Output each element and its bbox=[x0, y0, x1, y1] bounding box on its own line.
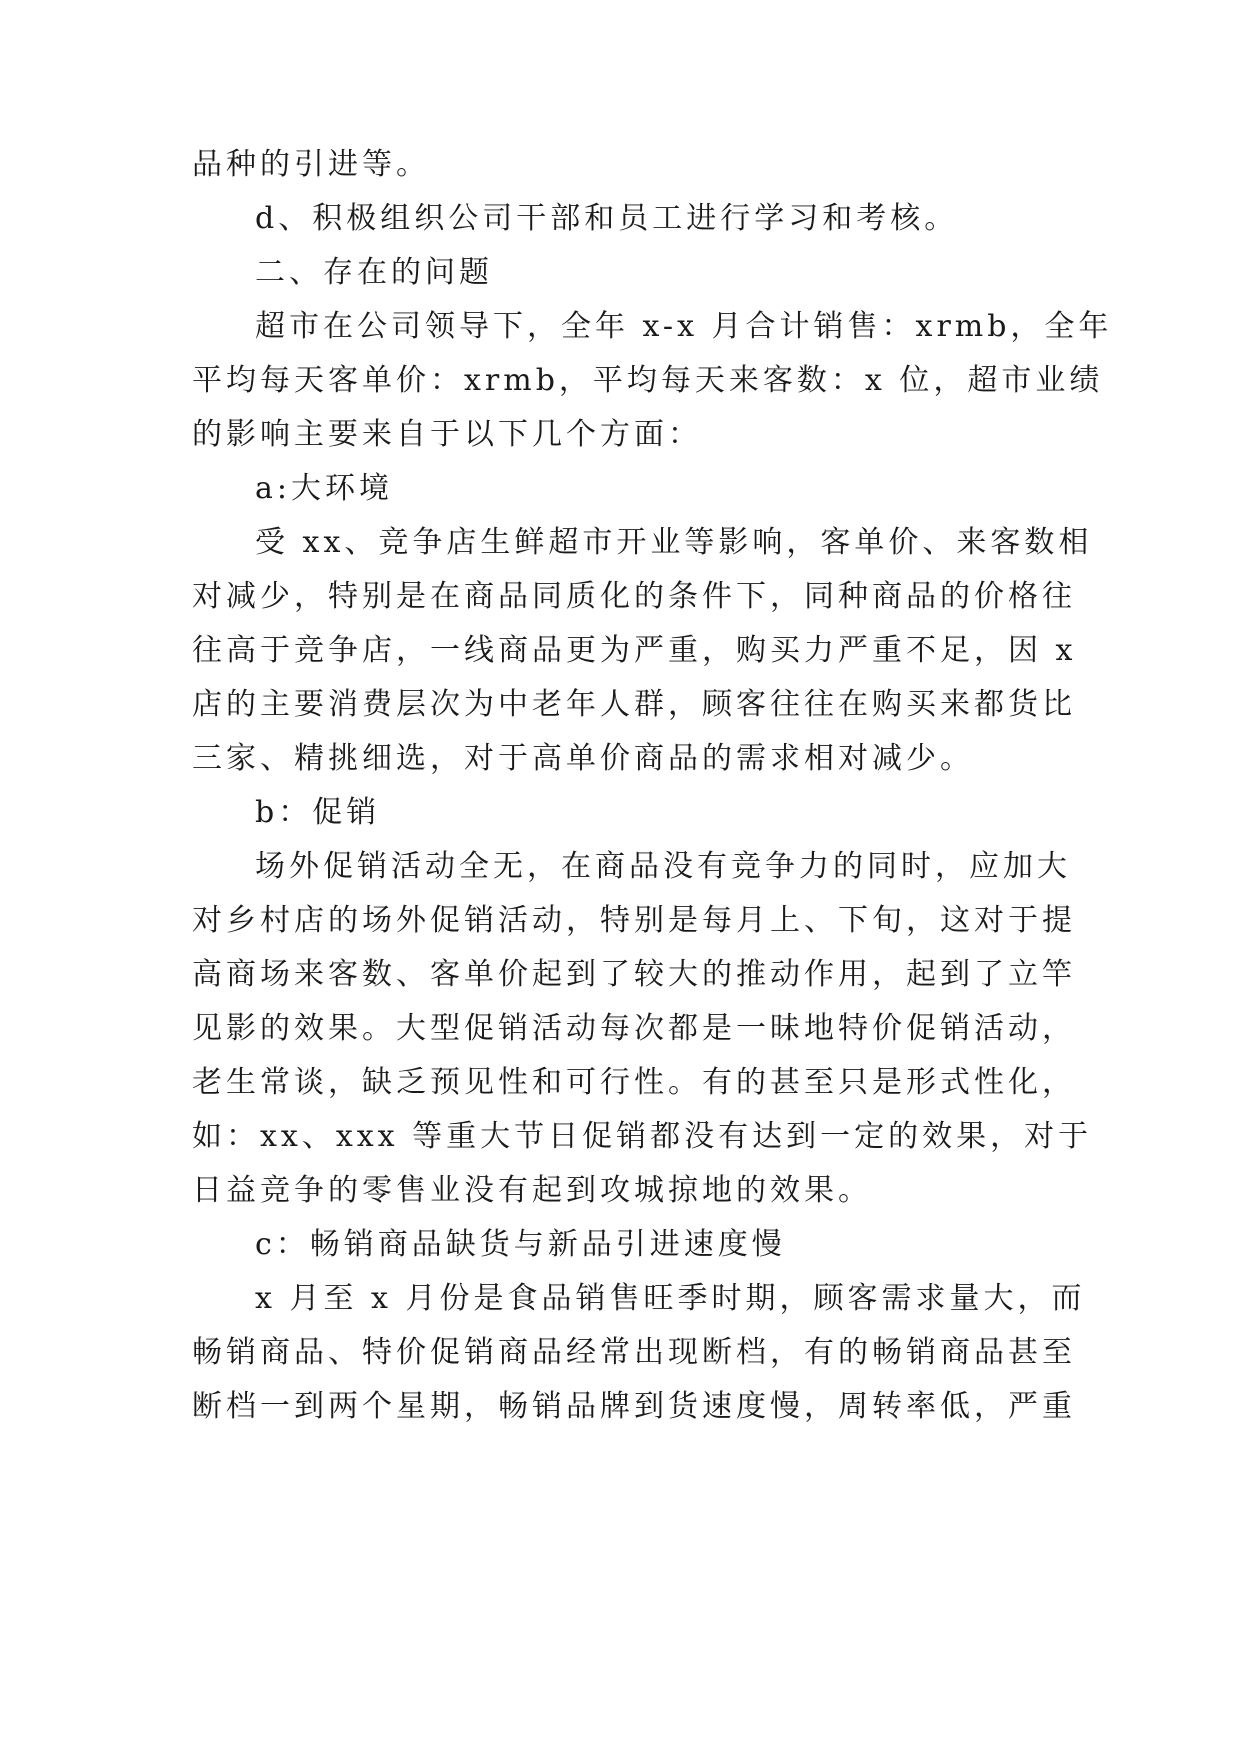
text-line: 受 xx、竞争店生鲜超市开业等影响，客单价、来客数相 bbox=[255, 525, 1093, 560]
text-line: 畅销商品、特价促销商品经常出现断档，有的畅销商品甚至 bbox=[192, 1335, 1076, 1370]
text-line: 店的主要消费层次为中老年人群，顾客往往在购买来都货比 bbox=[192, 687, 1076, 722]
text-line: 的影响主要来自于以下几个方面： bbox=[192, 417, 702, 452]
subsection-heading: b：促销 bbox=[255, 795, 381, 830]
text-line: 三家、精挑细选，对于高单价商品的需求相对减少。 bbox=[192, 741, 974, 776]
text-line: d、积极组织公司干部和员工进行学习和考核。 bbox=[255, 201, 959, 236]
text-line: 高商场来客数、客单价起到了较大的推动作用，起到了立竿 bbox=[192, 957, 1076, 992]
section-heading: 二、存在的问题 bbox=[255, 255, 493, 290]
text-line: 超市在公司领导下，全年 x-x 月合计销售：xrmb，全年 bbox=[255, 309, 1113, 344]
text-line: 断档一到两个星期，畅销品牌到货速度慢，周转率低，严重 bbox=[192, 1389, 1076, 1424]
text-line: 对乡村店的场外促销活动，特别是每月上、下旬，这对于提 bbox=[192, 903, 1076, 938]
subsection-heading: c：畅销商品缺货与新品引进速度慢 bbox=[255, 1227, 786, 1262]
text-line: 平均每天客单价：xrmb，平均每天来客数：x 位，超市业绩 bbox=[192, 363, 1104, 398]
text-line: 往高于竞争店，一线商品更为严重，购买力严重不足，因 x bbox=[192, 633, 1077, 668]
text-line: 日益竞争的零售业没有起到攻城掠地的效果。 bbox=[192, 1173, 872, 1208]
subsection-heading: a:大环境 bbox=[255, 471, 393, 506]
text-line: 场外促销活动全无，在商品没有竞争力的同时，应加大 bbox=[255, 849, 1071, 884]
text-line: 老生常谈，缺乏预见性和可行性。有的甚至只是形式性化， bbox=[192, 1065, 1076, 1100]
text-line: 品种的引进等。 bbox=[192, 147, 430, 182]
text-line: 见影的效果。大型促销活动每次都是一昧地特价促销活动， bbox=[192, 1011, 1076, 1046]
text-line: 如：xx、xxx 等重大节日促销都没有达到一定的效果，对于 bbox=[192, 1119, 1093, 1154]
text-line: x 月至 x 月份是食品销售旺季时期，顾客需求量大，而 bbox=[255, 1281, 1086, 1316]
text-line: 对减少，特别是在商品同质化的条件下，同种商品的价格往 bbox=[192, 579, 1076, 614]
